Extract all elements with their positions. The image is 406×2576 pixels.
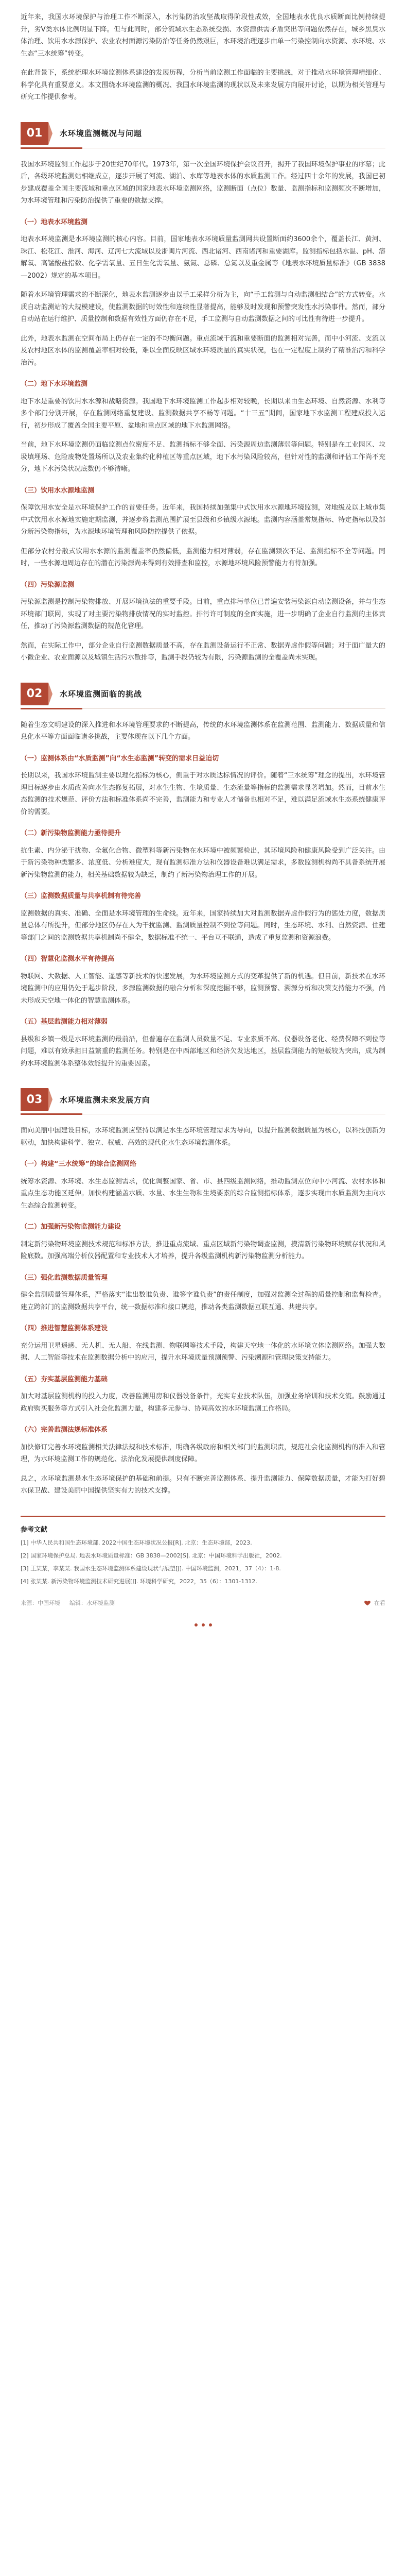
reference-item: [1] 中华人民共和国生态环境部. 2022中国生态环境状况公报[R]. 北京：生态环境部，2023. bbox=[21, 1539, 252, 1546]
paragraph: 随着生态文明建设的深入推进和水环境管理要求的不断提高，传统的水环境监测体系在监测范围、监测能力、数据质量和信息化水平等方面面临诸多挑战，主要体现在以下几个方面。 bbox=[21, 721, 385, 741]
subsection-heading: （一）构建“三水统筹”的综合监测网络 bbox=[21, 1160, 137, 1168]
section-header bbox=[21, 1085, 385, 1114]
paragraph: 保障饮用水安全是水环境保护工作的首要任务。近年来，我国持续加强集中式饮用水水源地环境监测，对地级及以上城市集中式饮用水水源地实施定期监测，并逐步将监测范围扩展至县级和乡镇级水源地。监测内容涵盖常规指标、特定指标以及部分新污染物指标，为水源地环境管理和风险防控提供了依据。 bbox=[21, 504, 385, 536]
references-heading: 参考文献 bbox=[21, 1526, 48, 1534]
paragraph: 当前，地下水环境监测仍面临监测点位密度不足、监测指标不够全面、污染源周边监测薄弱等问题。特别是在工业园区、垃圾填埋场、危险废物处置场所以及农业集约化种植区等重点区域，地下水污染风险较高，但针对性的监测和评估工作尚不充分，地下水污染状况底数仍不够清晰。 bbox=[21, 441, 385, 473]
references-list bbox=[21, 1538, 385, 1586]
section-underline bbox=[21, 147, 82, 149]
paragraph: 总之，水环境监测是水生态环境保护的基础和前提。只有不断完善监测体系、提升监测能力、保障数据质量，才能为打好碧水保卫战、建设美丽中国提供坚实有力的技术支撑。 bbox=[21, 1475, 385, 1495]
paragraph: 地表水环境监测是水环境监测的核心内容。目前，国家地表水环境质量监测网共设置断面约3600余个，覆盖长江、黄河、珠江、松花江、淮河、海河、辽河七大流域以及浙闽片河流、西北诸河、西南诸河和重要湖库。监测指标包括水温、pH、溶解氧、高锰酸盐指数、化学需氧量、五日生化需氧量、氨氮、总磷、总氮以及重金属等《地表水环境质量标准》（GB 3838—2002）规定的基本项目。 bbox=[21, 235, 385, 280]
heart-icon bbox=[364, 1599, 371, 1606]
paragraph: 面向美丽中国建设目标，水环境监测应坚持以满足水生态环境管理需求为导向，以提升监测数据质量为核心，以科技创新为驱动，加快构建科学、独立、权威、高效的现代化水生态环境监测体系。 bbox=[21, 1127, 385, 1147]
section-title: 水环境监测面临的挑战 bbox=[60, 689, 143, 699]
section-header bbox=[21, 680, 385, 709]
subsection-heading: （五）基层监测能力相对薄弱 bbox=[21, 1018, 108, 1026]
paragraph: 但部分农村分散式饮用水水源的监测覆盖率仍然偏低，监测能力相对薄弱，存在监测频次不足、监测指标不全等问题。同时，一些水源地周边存在的潜在污染源尚未得到有效排查和监控，水源地环境风险预警能力有待加强。 bbox=[21, 547, 385, 567]
subsection-heading: （四）智慧化监测水平有待提高 bbox=[21, 955, 115, 963]
section-number: 01 bbox=[21, 122, 48, 145]
footer-source: 来源：中国环境 bbox=[21, 1599, 60, 1606]
subsection-heading: （六）完善监测法规标准体系 bbox=[21, 1426, 108, 1434]
subsection-heading: （二）加强新污染物监测能力建设 bbox=[21, 1223, 121, 1231]
paragraph: 充分运用卫星遥感、无人机、无人船、在线监测、物联网等技术手段，构建天空地一体化的水环境立体监测网络。加强大数据、人工智能等技术在监测数据分析中的应用，提升水环境质量预测预警、污染溯源和管理决策支持能力。 bbox=[21, 1342, 385, 1362]
subsection-heading: （四）污染源监测 bbox=[21, 581, 75, 589]
end-mark bbox=[188, 1620, 219, 1630]
section-number: 02 bbox=[21, 683, 48, 705]
paragraph: 物联网、大数据、人工智能、遥感等新技术的快速发展，为水环境监测方式的变革提供了新的机遇。但目前，新技术在水环境监测中的应用仍处于起步阶段，多源监测数据的融合分析和深度挖掘不够，监测预警、溯源分析和决策支持能力不强，尚未形成天空地一体化的智慧监测体系。 bbox=[21, 972, 385, 1005]
paragraph: 县级和乡镇一级是水环境监测的最前沿，但普遍存在监测人员数量不足、专业素质不高、仪器设备老化、经费保障不到位等问题，难以有效承担日益繁重的监测任务。特别是在中西部地区和经济欠发达地区，基层监测能力的短板较为突出，成为制约水环境监测体系整体效能提升的重要因素。 bbox=[21, 1035, 385, 1067]
subsection-heading: （二）地下水环境监测 bbox=[21, 380, 88, 388]
paragraph: 随着水环境管理需求的不断深化，地表水监测逐步由以手工采样分析为主，向“手工监测与自动监测相结合”的方式转变。水质自动监测站的大规模建设，使监测数据的时效性和连续性显著提高，能够及时发现和预警突发性水污染事件。然而，部分自动站在运行维护、质量控制和数据有效性方面仍存在不足，手工监测与自动监测数据之间的可比性有待进一步提升。 bbox=[21, 291, 385, 323]
subsection-heading: （三）饮用水水源地监测 bbox=[21, 486, 95, 495]
subsection-heading: （三）监测数据质量与共享机制有待完善 bbox=[21, 892, 142, 900]
like-label: 在看 bbox=[374, 1599, 385, 1606]
intro-paragraph: 在此背景下，系统梳理水环境监测体系建设的发展历程，分析当前监测工作面临的主要挑战，对于推动水环境管理精细化、科学化具有重要意义。本文围绕水环境监测的概况、我国水环境监测的现状以及未来发展方向展开讨论，以期为相关管理与研究工作提供参考。 bbox=[21, 69, 385, 101]
subsection-heading: （一）监测体系由“水质监测”向“水生态监测”转变的需求日益迫切 bbox=[21, 754, 219, 762]
paragraph: 统筹水资源、水环境、水生态监测需求，优化调整国家、省、市、县四级监测网络，推动监测点位向中小河流、农村水体和重点生态功能区延伸。加快构建涵盖水质、水量、水生生物和生境要素的综合监测指标体系，逐步实现由水质监测为主向水生态综合监测转变。 bbox=[21, 1177, 385, 1210]
paragraph: 制定新污染物环境监测技术规范和标准方法，推进重点流域、重点区域新污染物调查监测，摸清新污染物环境赋存状况和风险底数。加强高端分析仪器配置和专业技术人才培养，提升各级监测机构新污染物监测分析能力。 bbox=[21, 1240, 385, 1260]
intro-paragraph: 近年来，我国水环境保护与治理工作不断深入，水污染防治攻坚战取得阶段性成效，全国地表水优良水质断面比例持续提升，劣Ⅴ类水体比例明显下降。但与此同时，部分流域水生态系统受损、水资源供需矛盾突出等问题依然存在，城乡黑臭水体治理、饮用水水源保护、农业农村面源污染防治等任务仍然艰巨，水环境治理逐步由单一污染控制向水资源、水环境、水生态“三水统筹”转变。 bbox=[21, 13, 385, 58]
reference-item: [3] 王某某，李某某. 我国水生态环境监测体系建设现状与展望[J]. 中国环境监测，2021，37（4）：1-8. bbox=[21, 1565, 281, 1572]
paragraph: 抗生素、内分泌干扰物、全氟化合物、微塑料等新污染物在水环境中被频繁检出，其环境风险和健康风险受到广泛关注。由于新污染物种类繁多、浓度低、分析难度大，现有监测标准方法和仪器设备难以满足需求，多数监测机构尚不具备系统开展新污染物监测的能力，相关基础数据较为缺乏，制约了新污染物治理工作的开展。 bbox=[21, 846, 385, 879]
paragraph: 健全监测质量管理体系，严格落实“谁出数谁负责、谁签字谁负责”的责任制度，加强对监测全过程的质量控制和监督检查。建立跨部门的监测数据共享平台，统一数据标准和接口规范，推动各类监测数据互联互通、共建共享。 bbox=[21, 1291, 385, 1311]
paragraph: 我国水环境监测工作起步于20世纪70年代。1973年，第一次全国环境保护会议召开，揭开了我国环境保护事业的序幕；此后，各级环境监测站相继成立，逐步开展了河流、湖泊、水库等地表水体的水质监测工作。经过四十余年的发展，我国已初步建成覆盖全国主要流域和重点区域的国家地表水环境监测网络，监测断面（点位）数量、监测指标和监测频次不断增加，为水环境管理和污染防治提供了重要的数据支撑。 bbox=[21, 160, 385, 205]
section-number: 03 bbox=[21, 1088, 48, 1111]
subsection-heading: （五）夯实基层监测能力基础 bbox=[21, 1375, 108, 1383]
paragraph: 此外，地表水监测在空间布局上仍存在一定的不均衡问题。重点流域干流和重要断面的监测相对完善，而中小河流、支流以及农村地区水体的监测覆盖率相对较低，难以全面反映区域水环境质量的真实状况，也在一定程度上制约了精准治污和科学治污。 bbox=[21, 334, 385, 367]
article-footer bbox=[21, 1599, 385, 1607]
article-sections bbox=[21, 119, 385, 1497]
paragraph: 监测数据的真实、准确、全面是水环境管理的生命线。近年来，国家持续加大对监测数据弄虚作假行为的惩处力度，数据质量总体有所提升，但部分地区仍存在人为干扰监测、监测质量控制不到位等问题。同时，生态环境、水利、自然资源、住建等部门之间的监测数据共享机制尚不健全，数据标准不统一、平台互不联通，造成了重复监测和资源浪费。 bbox=[21, 909, 385, 942]
paragraph: 污染源监测是控制污染物排放、开展环境执法的重要手段。目前，重点排污单位已普遍安装污染源自动监测设备，并与生态环境部门联网，实现了对主要污染物排放情况的实时监控。排污许可制度的全面实施，进一步明确了企业自行监测的主体责任，推动了污染源监测数据的规范化管理。 bbox=[21, 598, 385, 630]
reference-item: [2] 国家环境保护总局. 地表水环境质量标准：GB 3838—2002[S]. 北京：中国环境科学出版社，2002. bbox=[21, 1552, 282, 1559]
article-intro bbox=[21, 11, 385, 104]
paragraph: 加快修订完善水环境监测相关法律法规和技术标准，明确各级政府和相关部门的监测职责，规范社会化监测机构的准入和管理，为水环境监测工作的规范化、法治化发展提供制度保障。 bbox=[21, 1443, 385, 1463]
footer-editor: 编辑：水环境监测 bbox=[69, 1599, 115, 1606]
references bbox=[21, 1516, 385, 1586]
section-underline bbox=[21, 708, 82, 709]
like-button[interactable] bbox=[364, 1599, 385, 1607]
section-title: 水环境监测概况与问题 bbox=[60, 129, 143, 138]
paragraph: 地下水是重要的饮用水水源和战略资源。我国地下水环境监测工作起步相对较晚，长期以来由生态环境、自然资源、水利等多个部门分别开展，存在监测网络重复建设、监测数据共享不畅等问题。“十三五”期间，国家地下水监测工程建成投入运行，初步形成了覆盖全国主要平原、盆地和重点区域的地下水监测网络。 bbox=[21, 397, 385, 430]
section-header bbox=[21, 119, 385, 148]
section-underline bbox=[21, 1113, 82, 1115]
section-title: 水环境监测未来发展方向 bbox=[60, 1095, 151, 1105]
paragraph: 加大对基层监测机构的投入力度，改善监测用房和仪器设备条件，充实专业技术队伍，加强业务培训和技术交流。鼓励通过政府购买服务等方式引入社会化监测力量，构建多元参与、协同高效的水环境监测工作格局。 bbox=[21, 1393, 385, 1413]
subsection-heading: （三）强化监测数据质量管理 bbox=[21, 1274, 108, 1282]
reference-item: [4] 张某某. 新污染物环境监测技术研究进展[J]. 环境科学研究，2022，35（6）：1301-1312. bbox=[21, 1578, 257, 1585]
subsection-heading: （二）新污染物监测能力亟待提升 bbox=[21, 829, 121, 837]
subsection-heading: （一）地表水环境监测 bbox=[21, 218, 88, 226]
paragraph: 然而，在实际工作中，部分企业自行监测数据质量不高，存在监测设备运行不正常、数据弄虚作假等问题；对于面广量大的小微企业、农业面源以及城镇生活污水散排等，监测手段仍较为有限，污染源监测的全覆盖尚未实现。 bbox=[21, 641, 385, 662]
subsection-heading: （四）推进智慧监测体系建设 bbox=[21, 1325, 108, 1332]
paragraph: 长期以来，我国水环境监测主要以理化指标为核心，侧重于对水质达标情况的评价。随着“三水统筹”理念的提出，水环境管理目标逐步由水质改善向水生态修复拓展，对水生生物、生境质量、生态流量等指标的监测需求显著增加。然而，目前水生态监测的技术规范、评价方法和标准体系尚不完善，监测能力和专业人才储备也相对不足，难以满足流域水生态系统健康评价的需要。 bbox=[21, 772, 385, 816]
